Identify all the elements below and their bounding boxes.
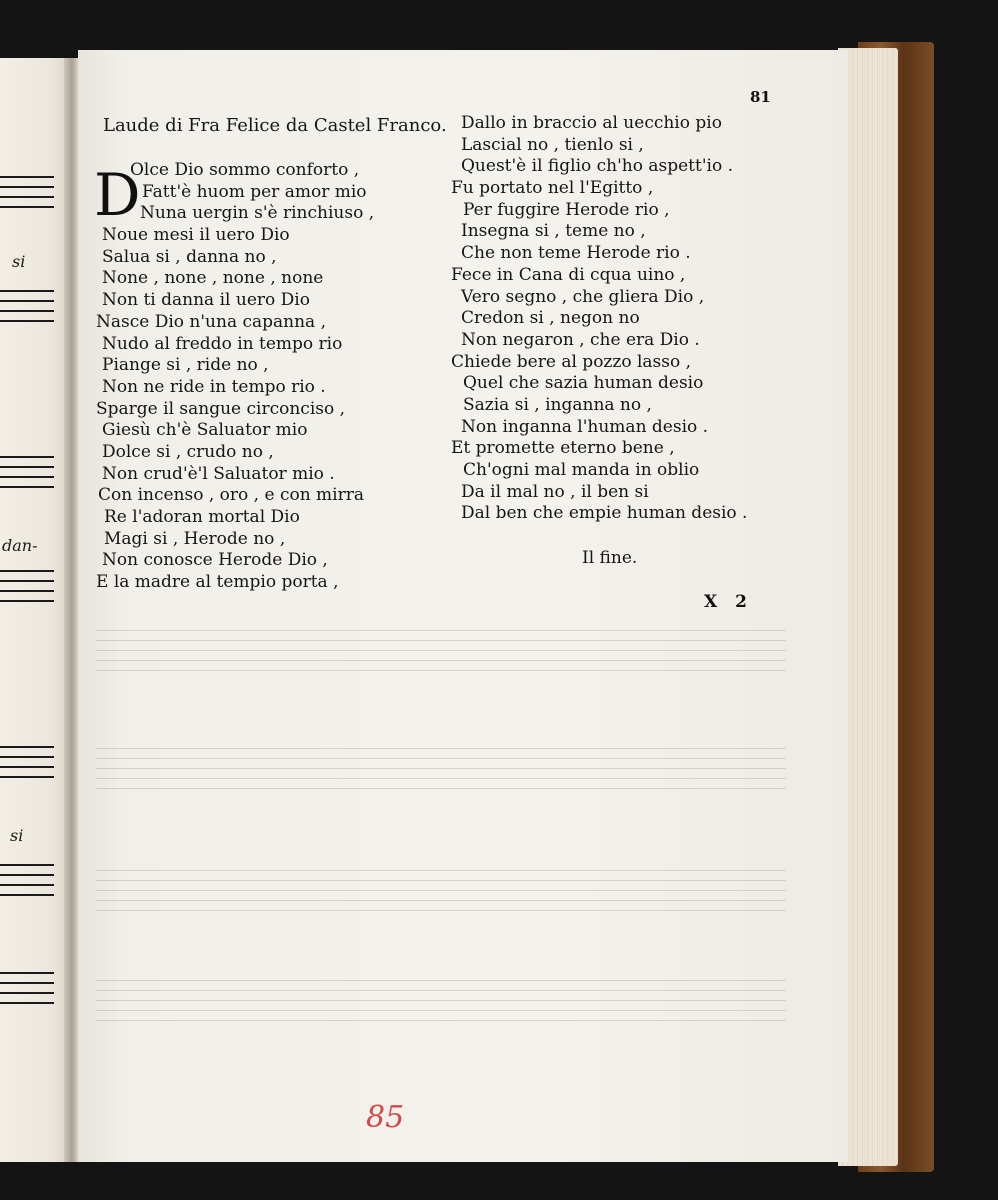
verse-line: Quest'è il figlio ch'ho aspett'io . — [461, 156, 733, 177]
verse-line: Per fuggire Herode rio , — [463, 199, 670, 220]
manuscript-page-number: 85 — [366, 1100, 405, 1135]
verse-line: Magi si , Herode no , — [104, 528, 286, 549]
verse-line: Non crud'è'l Saluator mio . — [102, 463, 335, 484]
poem-column-left — [96, 160, 374, 594]
verse-line: Nuna uergin s'è rinchiuso , — [140, 203, 375, 224]
verse-line: Quel che sazia human desio — [463, 373, 704, 394]
verse-line: Non conosce Herode Dio , — [102, 550, 328, 571]
left-page-fragment: dan- — [2, 536, 38, 555]
music-staff — [0, 746, 54, 786]
verse-line: Non ti danna il uero Dio — [102, 290, 310, 311]
verse-line: Sparge il sangue circonciso , — [96, 398, 346, 419]
show-through-music — [96, 630, 786, 1060]
verse-line: Nasce Dio n'una capanna , — [96, 311, 326, 332]
verse-line: Con incenso , oro , e con mirra — [98, 485, 365, 506]
verse-line: Che non teme Herode rio . — [461, 243, 691, 264]
verse-line: Non ne ride in tempo rio . — [102, 376, 326, 397]
verse-line: Fece in Cana di cqua uino , — [451, 264, 686, 285]
verse-line: Lascial no , tienlo si , — [461, 134, 644, 155]
verse-line: Non negaron , che era Dio . — [461, 329, 700, 350]
verse-line: Chiede bere al pozzo lasso , — [451, 351, 692, 372]
left-page-fragment: si — [12, 252, 26, 271]
drop-cap: D — [94, 161, 141, 229]
verse-line: Noue mesi il uero Dio — [102, 225, 290, 246]
signature-mark: X 2 — [704, 592, 753, 612]
verse-line: Re l'adoran mortal Dio — [104, 507, 300, 527]
music-staff — [0, 570, 54, 610]
verse-line: None , none , none , none — [102, 268, 324, 289]
music-staff — [0, 290, 54, 330]
verse-line: Ch'ogni mal manda in oblio — [463, 460, 700, 480]
page-heading: Laude di Fra Felice da Castel Franco. — [103, 115, 447, 136]
verse-line: Vero segno , che gliera Dio , — [461, 286, 705, 307]
left-page — [0, 58, 72, 1162]
music-staff — [0, 456, 54, 496]
verse-line: Non inganna l'human desio . — [461, 416, 709, 437]
finis-label: Il fine. — [582, 548, 638, 568]
page-number: 81 — [750, 88, 771, 106]
verse-line: Sazia si , inganna no , — [463, 394, 652, 415]
verse-line: E la madre al tempio porta , — [96, 572, 339, 593]
verse-line: Et promette eterno bene , — [451, 438, 675, 459]
left-page-fragment: si — [10, 826, 24, 845]
verse-line: Piange si , ride no , — [102, 355, 269, 376]
music-staff — [0, 972, 54, 1012]
verse-line: Salua si , danna no , — [102, 246, 277, 267]
music-staff — [0, 864, 54, 904]
verse-line: Fu portato nel l'Egitto , — [451, 178, 654, 199]
verse-line: Fatt'è huom per amor mio — [142, 181, 367, 202]
verse-line: Credon si , negon no — [461, 308, 640, 329]
verse-line: Dal ben che empie human desio . — [461, 503, 748, 524]
verse-line: Dallo in braccio al uecchio pio — [461, 113, 722, 133]
verse-line: Olce Dio sommo conforto , — [130, 160, 360, 180]
music-staff — [0, 176, 54, 216]
verse-line: Dolce si , crudo no , — [102, 441, 274, 462]
verse-line: Insegna si , teme no , — [461, 221, 646, 242]
verse-line: Nudo al freddo in tempo rio — [102, 333, 343, 354]
verse-line: Da il mal no , il ben si — [461, 481, 649, 502]
poem-column-right — [451, 113, 747, 525]
verse-line: Giesù ch'è Saluator mio — [102, 420, 308, 441]
